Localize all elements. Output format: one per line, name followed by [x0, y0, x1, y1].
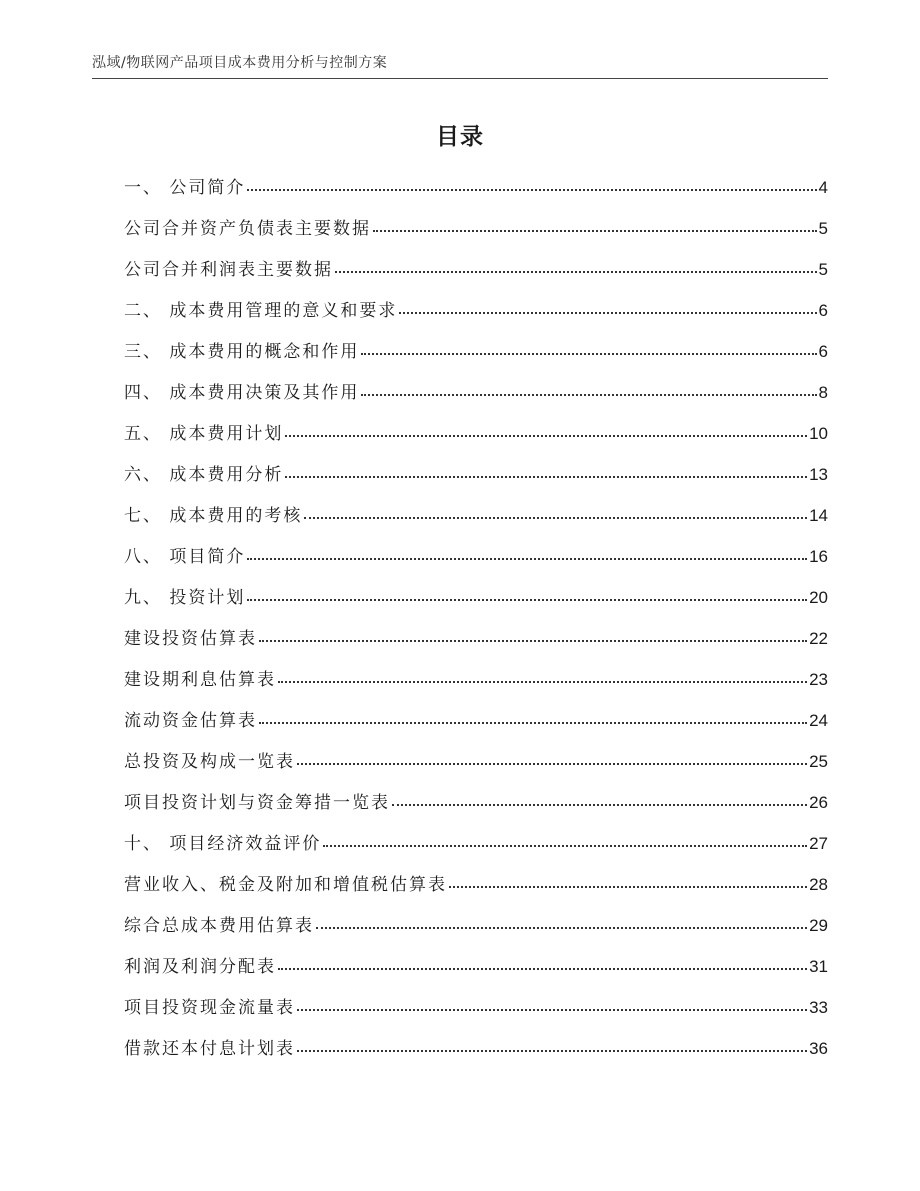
toc-entry[interactable]: [124, 419, 828, 460]
toc-entry-text: 营业收入、税金及附加和增值税估算表: [124, 875, 447, 895]
toc-entry-text: 七、 成本费用的考核: [124, 506, 303, 526]
toc-entry-text: 综合总成本费用估算表: [124, 916, 314, 936]
toc-entry[interactable]: [124, 747, 828, 788]
toc-entry[interactable]: [124, 542, 828, 583]
toc-entry-page-number: 13: [809, 465, 828, 484]
toc-entry-page-number: 22: [809, 629, 828, 648]
toc-entry-page-number: 25: [809, 752, 828, 771]
toc-entry[interactable]: [124, 788, 828, 829]
toc-entry[interactable]: [124, 665, 828, 706]
toc-dot-leader: [392, 803, 807, 806]
toc-entry[interactable]: [124, 378, 828, 419]
toc-entry-text: 公司合并利润表主要数据: [124, 260, 333, 280]
toc-entry-page-number: 27: [809, 834, 828, 853]
toc-dot-leader: [285, 475, 807, 478]
toc-entry[interactable]: [124, 706, 828, 747]
toc-entry-page-number: 24: [809, 711, 828, 730]
toc-entry[interactable]: [124, 1034, 828, 1075]
toc-entry-text: 八、 项目简介: [124, 547, 246, 567]
toc-dot-leader: [335, 270, 817, 273]
toc-entry[interactable]: [124, 952, 828, 993]
toc-dot-leader: [361, 352, 816, 355]
toc-entry-page-number: 5: [818, 260, 828, 279]
toc-entry-text: 项目投资计划与资金筹措一览表: [124, 793, 390, 813]
toc-dot-leader: [259, 721, 807, 724]
toc-entry-page-number: 31: [809, 957, 828, 976]
toc-entry-page-number: 16: [809, 547, 828, 566]
toc-dot-leader: [449, 885, 807, 888]
toc-entry-text: 二、 成本费用管理的意义和要求: [124, 301, 398, 321]
toc-entry-text: 十、 项目经济效益评价: [124, 834, 322, 854]
toc-dot-leader: [247, 557, 807, 560]
toc-entry-page-number: 26: [809, 793, 828, 812]
toc-entry[interactable]: [124, 173, 828, 214]
toc-entry-page-number: 14: [809, 506, 828, 525]
toc-dot-leader: [285, 434, 807, 437]
toc-entry-page-number: 29: [809, 916, 828, 935]
toc-entry-text: 公司合并资产负债表主要数据: [124, 219, 371, 239]
toc-dot-leader: [304, 516, 807, 519]
toc-entry[interactable]: [124, 583, 828, 624]
toc-entry-page-number: 33: [809, 998, 828, 1017]
toc-entry-page-number: 6: [818, 342, 828, 361]
toc-dot-leader: [278, 967, 807, 970]
toc-entry-text: 九、 投资计划: [124, 588, 246, 608]
toc-entry-page-number: 28: [809, 875, 828, 894]
toc-entry[interactable]: [124, 870, 828, 911]
toc-list: [124, 173, 828, 1075]
toc-entry-text: 建设投资估算表: [124, 629, 257, 649]
toc-entry[interactable]: [124, 296, 828, 337]
toc-entry-page-number: 36: [809, 1039, 828, 1058]
toc-dot-leader: [316, 926, 807, 929]
toc-dot-leader: [323, 844, 807, 847]
toc-entry[interactable]: [124, 501, 828, 542]
toc-title: 目录: [436, 124, 484, 150]
toc-entry-page-number: 6: [818, 301, 828, 320]
toc-entry[interactable]: [124, 214, 828, 255]
toc-entry[interactable]: [124, 911, 828, 952]
toc-entry[interactable]: [124, 993, 828, 1034]
toc-dot-leader: [278, 680, 807, 683]
toc-entry-page-number: 23: [809, 670, 828, 689]
running-header: 泓域/物联网产品项目成本费用分析与控制方案: [92, 52, 828, 79]
toc-entry-text: 一、 公司简介: [124, 178, 246, 198]
toc-dot-leader: [247, 188, 816, 191]
toc-entry-text: 流动资金估算表: [124, 711, 257, 731]
toc-dot-leader: [399, 311, 816, 314]
toc-dot-leader: [297, 762, 807, 765]
toc-entry-page-number: 4: [818, 178, 828, 197]
toc-entry-page-number: 8: [818, 383, 828, 402]
toc-entry[interactable]: [124, 460, 828, 501]
toc-entry[interactable]: [124, 829, 828, 870]
toc-dot-leader: [373, 229, 817, 232]
toc-entry-text: 总投资及构成一览表: [124, 752, 295, 772]
toc-entry-text: 建设期利息估算表: [124, 670, 276, 690]
toc-entry-text: 项目投资现金流量表: [124, 998, 295, 1018]
toc-entry[interactable]: [124, 624, 828, 665]
toc-dot-leader: [247, 598, 807, 601]
toc-entry-text: 六、 成本费用分析: [124, 465, 284, 485]
toc-entry-page-number: 5: [818, 219, 828, 238]
toc-entry-text: 三、 成本费用的概念和作用: [124, 342, 360, 362]
toc-entry[interactable]: [124, 337, 828, 378]
toc-dot-leader: [259, 639, 807, 642]
toc-dot-leader: [297, 1008, 807, 1011]
toc-dot-leader: [361, 393, 816, 396]
toc-entry[interactable]: [124, 255, 828, 296]
toc-entry-page-number: 20: [809, 588, 828, 607]
toc-entry-text: 借款还本付息计划表: [124, 1039, 295, 1059]
toc-entry-text: 利润及利润分配表: [124, 957, 276, 977]
toc-entry-page-number: 10: [809, 424, 828, 443]
toc-entry-text: 五、 成本费用计划: [124, 424, 284, 444]
toc-dot-leader: [297, 1049, 807, 1052]
toc-entry-text: 四、 成本费用决策及其作用: [124, 383, 360, 403]
